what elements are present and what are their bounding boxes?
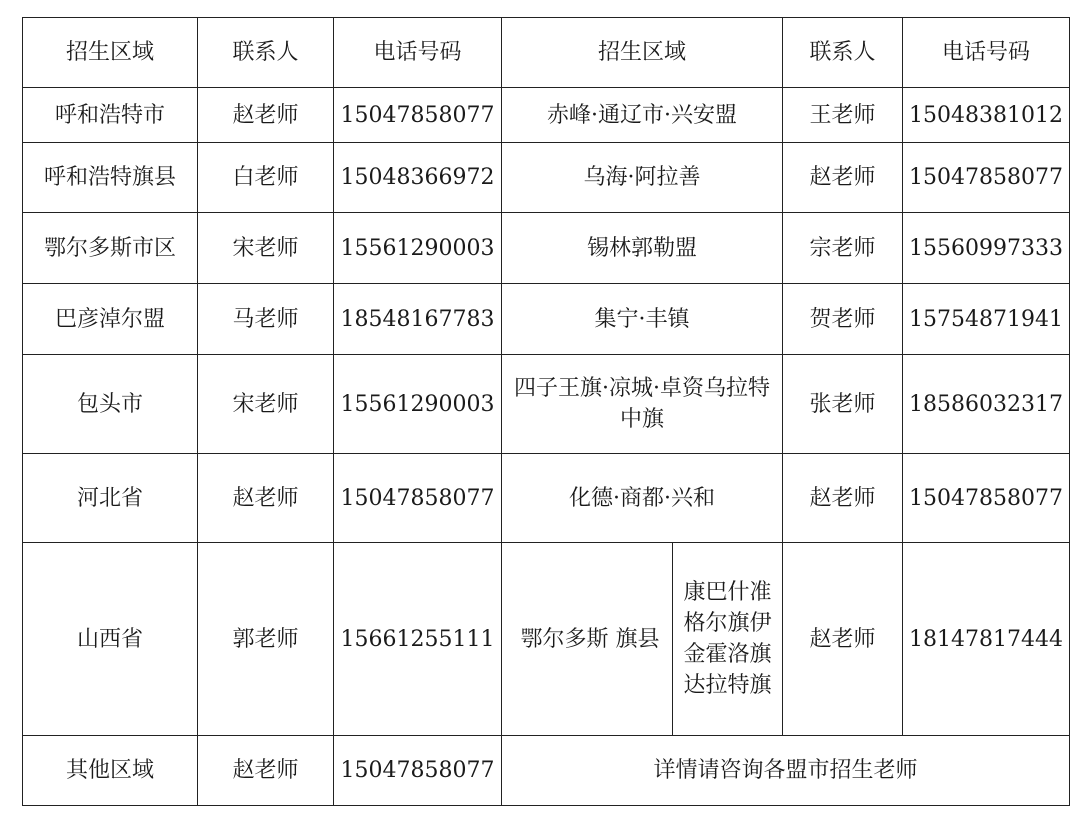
table-row — [23, 213, 1070, 284]
region-right-cell: 化德·商都·兴和 — [502, 454, 783, 543]
region-right-cell-sub: 康巴什准格尔旗伊金霍洛旗达拉特旗 — [673, 543, 783, 736]
contact-right-cell: 赵老师 — [783, 454, 903, 543]
header-row — [23, 18, 1070, 88]
phone-right-cell: 15048381012 — [903, 88, 1070, 143]
region-right-cell: 锡林郭勒盟 — [502, 213, 783, 284]
region-left-cell: 呼和浩特市 — [23, 88, 198, 143]
phone-left-cell: 15047858077 — [334, 736, 502, 806]
table-row — [23, 454, 1070, 543]
contact-right-cell: 赵老师 — [783, 543, 903, 736]
region-right-cell: 乌海·阿拉善 — [502, 143, 783, 213]
phone-left-cell: 15048366972 — [334, 143, 502, 213]
region-left-cell: 鄂尔多斯市区 — [23, 213, 198, 284]
region-right-cell: 赤峰·通辽市·兴安盟 — [502, 88, 783, 143]
phone-left-cell: 15047858077 — [334, 88, 502, 143]
region-left-cell: 其他区域 — [23, 736, 198, 806]
region-right-cell: 四子王旗·凉城·卓资乌拉特中旗 — [502, 355, 783, 454]
phone-left-cell: 15661255111 — [334, 543, 502, 736]
header-phone-right: 电话号码 — [903, 18, 1070, 88]
phone-right-cell: 15047858077 — [903, 454, 1070, 543]
phone-left-cell: 15561290003 — [334, 213, 502, 284]
table-row — [23, 284, 1070, 355]
header-contact-left: 联系人 — [198, 18, 334, 88]
note-cell: 详情请咨询各盟市招生老师 — [502, 736, 1070, 806]
region-left-cell: 包头市 — [23, 355, 198, 454]
table-row — [23, 736, 1070, 806]
contact-right-cell: 张老师 — [783, 355, 903, 454]
contact-left-cell: 白老师 — [198, 143, 334, 213]
table-row — [23, 543, 1070, 736]
region-left-cell: 山西省 — [23, 543, 198, 736]
contact-left-cell: 赵老师 — [198, 736, 334, 806]
region-left-cell: 河北省 — [23, 454, 198, 543]
region-left-cell: 呼和浩特旗县 — [23, 143, 198, 213]
contact-left-cell: 宋老师 — [198, 213, 334, 284]
contact-left-cell: 赵老师 — [198, 88, 334, 143]
contact-left-cell: 马老师 — [198, 284, 334, 355]
phone-right-cell: 15560997333 — [903, 213, 1070, 284]
region-right-cell: 集宁·丰镇 — [502, 284, 783, 355]
phone-left-cell: 18548167783 — [334, 284, 502, 355]
contact-right-cell: 贺老师 — [783, 284, 903, 355]
phone-right-cell: 15047858077 — [903, 143, 1070, 213]
contact-left-cell: 赵老师 — [198, 454, 334, 543]
phone-left-cell: 15047858077 — [334, 454, 502, 543]
phone-left-cell: 15561290003 — [334, 355, 502, 454]
header-region-right: 招生区域 — [502, 18, 783, 88]
enrollment-contact-table — [22, 17, 1070, 806]
table-row — [23, 143, 1070, 213]
table-row — [23, 355, 1070, 454]
header-phone-left: 电话号码 — [334, 18, 502, 88]
contact-left-cell: 郭老师 — [198, 543, 334, 736]
region-right-cell-main: 鄂尔多斯 旗县 — [502, 543, 673, 736]
contact-right-cell: 王老师 — [783, 88, 903, 143]
contact-right-cell: 赵老师 — [783, 143, 903, 213]
phone-right-cell: 15754871941 — [903, 284, 1070, 355]
region-left-cell: 巴彦淖尔盟 — [23, 284, 198, 355]
table-row — [23, 88, 1070, 143]
phone-right-cell: 18147817444 — [903, 543, 1070, 736]
header-contact-right: 联系人 — [783, 18, 903, 88]
contact-left-cell: 宋老师 — [198, 355, 334, 454]
header-region-left: 招生区域 — [23, 18, 198, 88]
phone-right-cell: 18586032317 — [903, 355, 1070, 454]
contact-right-cell: 宗老师 — [783, 213, 903, 284]
